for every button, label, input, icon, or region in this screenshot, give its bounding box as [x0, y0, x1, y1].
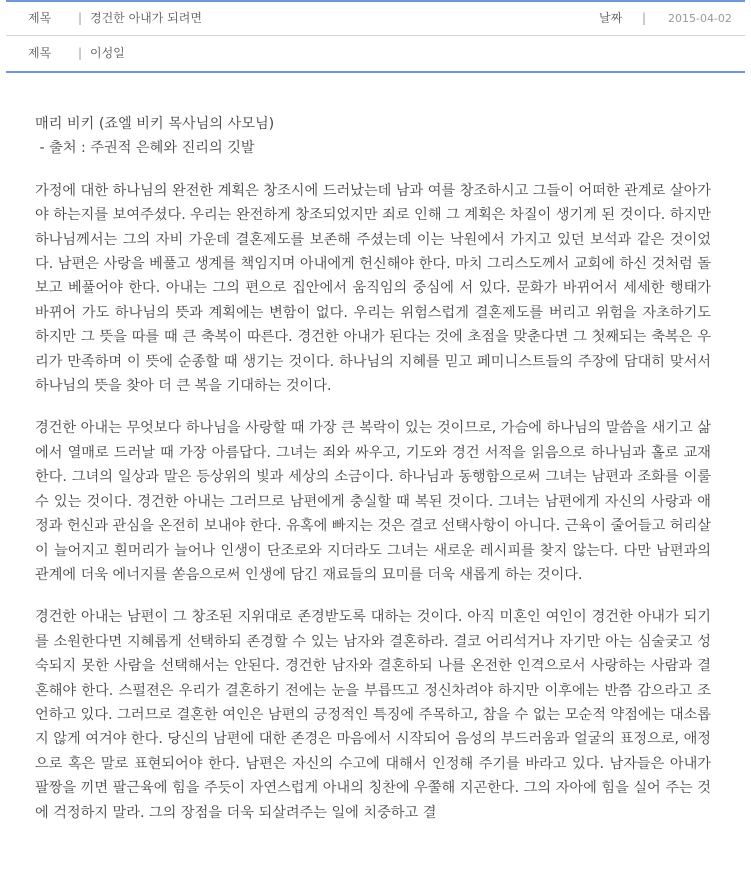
article-heading: 매리 비키 (죠엘 비키 목사님의 사모님) [35, 116, 275, 132]
paragraph-1: 가정에 대한 하나님의 완전한 계획은 창조시에 드러났는데 남과 여를 창조하시고 그들이 어떠한 관계로 살아가야 하는지를 보여주셨다. 우리는 완전하게 창조되었지만 죄로 인해 그 계획은 차질이 생기게 된 것이다. 하지만 하나님께서는 그의 자비 가운데 결혼제도를 보존해 주셨는데 이는 낙원에서 가지고 있던 보석과 같은 것이었다. 남편은 사랑을 베풀고 생계를 책임지며 아내에게 헌신해야 한다. 마치 그리스도께서 교회에 하신 것처럼 돌보고 베풀어야 한다. 아내는 그의 편으로 집안에서 움직임의 중심에 서 있다. 문화가 바뀌어서 세세한 행태가 바뀌어 가도 하나님의 뜻과 계획에는 변함이 없다. 우리는 위험스럽게 결혼제도를 버리고 위험을 자초하기도 하지만 그 뜻을 따를 때 큰 축복이 따른다. 경건한 아내가 된다는 것에 초점을 맞춘다면 그 첫째되는 축복은 우리가 만족하며 이 뜻에 순종할 때 생기는 것이다. 하나님의 지혜를 믿고 페미니스트들의 주장에 담대히 맞서서 하나님의 뜻을 찾아 더 큰 복을 기대하는 것이다. [35, 182, 711, 395]
author-separator: | [78, 46, 83, 60]
meta-row-author [6, 36, 745, 73]
title-label: 제목 [28, 11, 52, 25]
post-date: 2015-04-02 [668, 12, 732, 25]
paragraph-3: 경건한 아내는 남편이 그 창조된 지위대로 존경받도록 대하는 것이다. 아직 미혼인 여인이 경건한 아내가 되기를 소원한다면 지혜롭게 선택하되 존경할 수 있는 남자와 결혼하라. 결코 어리석거나 자기만 아는 심술궂고 성숙되지 못한 사람을 선택해서는 안된다. 경건한 남자와 결혼하되 나를 온전한 인격으로서 사랑하는 사람과 결혼해야 한다. 스펄젼은 우리가 결혼하기 전에는 눈을 부릅뜨고 정신차려야 하지만 이후에는 반쯤 감으라고 조언하고 있다. 그러므로 결혼한 여인은 남편의 긍정적인 특징에 주목하고, 참을 수 없는 모순적 약점에는 대소롭지 않게 여겨야 한다. 당신의 남편에 대한 존경은 마음에서 시작되어 음성의 부드러움과 얼굴의 표정으로, 애정으로 혹은 말로 표현되어야 한다. 남편은 자신의 수고에 대해서 인정해 주기를 바라고 있다. 남자들은 아내가 팔짱을 끼면 팔근육에 힘을 주듯이 자연스럽게 아내의 칭찬에 우쭐해 지곤한다. 그의 자아에 힘을 실어 주는 것에 걱정하지 말라. 그의 장점을 더욱 되살려주는 일에 치중하고 결 [35, 609, 711, 821]
post-title: 경건한 아내가 되려면 [90, 11, 202, 25]
post-author: 이성일 [90, 46, 125, 60]
author-label: 제목 [28, 46, 52, 60]
date-separator: | [642, 11, 647, 25]
article-body [35, 112, 711, 843]
paragraph-2: 경건한 아내는 무엇보다 하나님을 사랑할 때 가장 큰 복락이 있는 것이므로, 가슴에 하나님의 말씀을 새기고 삶에서 열매로 드러날 때 가장 아름답다. 그녀는 죄와 싸우고, 기도와 경건 서적을 읽음으로 하나님과 홀로 교재한다. 그녀의 일상과 말은 등상위의 빛과 세상의 소금이다. 하나님과 동행함으로써 그녀는 남편과 조화를 이룰 수 있는 것이다. 경건한 아내는 그러므로 남편에게 충실할 때 복된 것이다. 그녀는 남편에게 자신의 사랑과 애정과 헌신과 관심을 온전히 보내야 한다. 유혹에 빠지는 것은 결코 선택사항이 아니다. 근육이 줄어들고 허리살이 늘어지고 흰머리가 늘어나 인생이 단조로와 지더라도 그녀는 새로운 레시피를 찾지 않는다. 다만 남편과의 관계에 더욱 에너지를 쏟음으로써 인생에 담긴 재료들의 묘미를 더욱 새롭게 하는 것이다. [35, 420, 711, 583]
article-source: - 출처 : 주권적 은혜와 진리의 깃발 [35, 140, 255, 157]
title-separator: | [78, 11, 83, 25]
post-meta-table [6, 0, 745, 73]
meta-row-title [6, 0, 745, 36]
date-label: 날짜 [599, 11, 623, 25]
